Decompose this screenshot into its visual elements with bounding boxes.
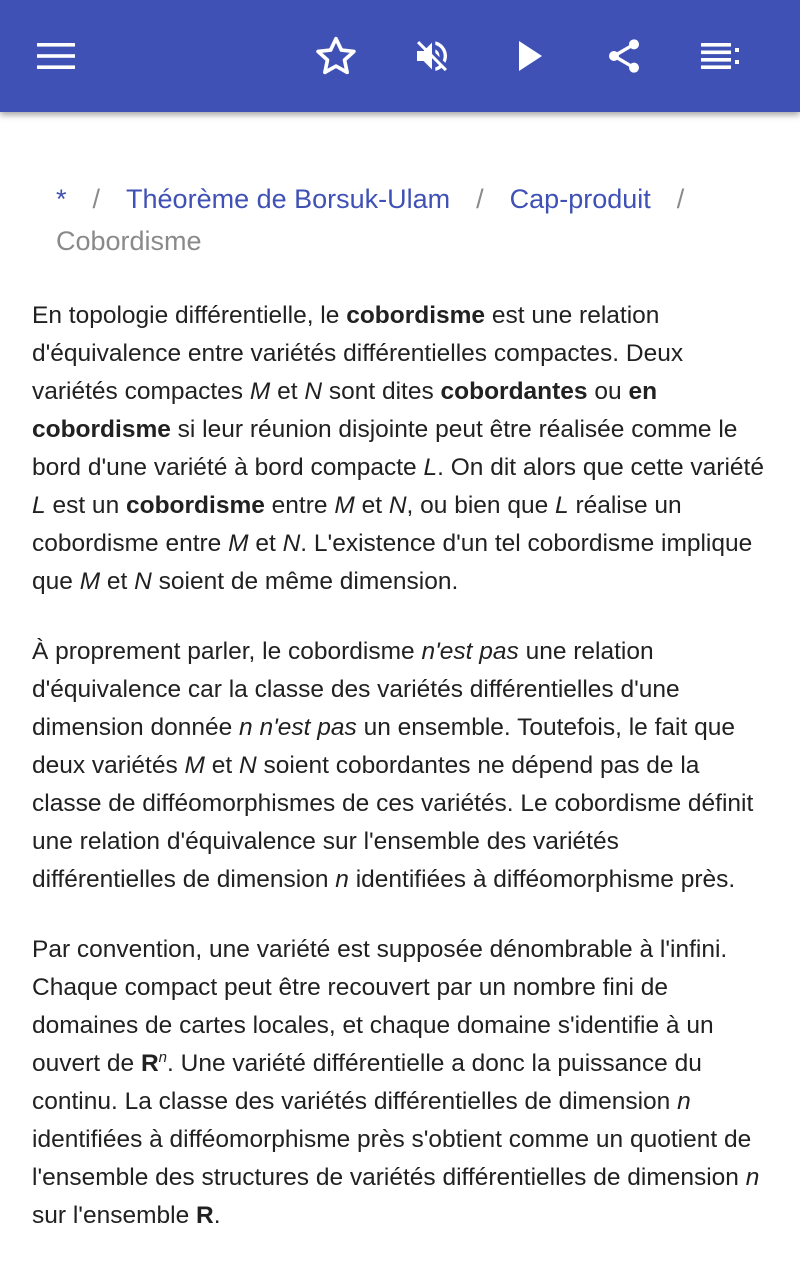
breadcrumb-current: Cobordisme: [56, 226, 202, 256]
favorite-button[interactable]: [308, 28, 364, 84]
star-outline-icon: [315, 36, 357, 76]
breadcrumb-home-link[interactable]: *: [56, 184, 67, 214]
breadcrumb-link-cap-produit[interactable]: Cap-produit: [509, 184, 651, 214]
breadcrumb-separator: /: [476, 184, 484, 214]
breadcrumb-separator: /: [92, 184, 101, 214]
breadcrumb: [56, 178, 756, 262]
volume-off-icon: [412, 36, 452, 76]
menu-button[interactable]: [28, 28, 84, 84]
playlist-icon: [701, 43, 739, 69]
breadcrumb-separator: /: [676, 184, 685, 214]
app-toolbar: [0, 0, 800, 112]
playlist-button[interactable]: [692, 28, 748, 84]
menu-icon: [37, 43, 75, 69]
play-button[interactable]: [502, 28, 558, 84]
article-body: [32, 297, 768, 1267]
article-paragraph-2: À proprement parler, le cobordisme n'est pas une relation d'équivalence car la classe des variétés différentielles d'une dimension donnée n n'est pas un ensemble. Toutefois, le fait que deux variétés M et N soient cobordantes ne dépend pas de la classe de difféomorphismes de ces variétés. Le cobordisme définit une relation d'équivalence sur l'ensemble des variétés différentielles de dimension n identifiées à difféomorphisme près.: [32, 638, 754, 893]
play-icon: [517, 40, 543, 72]
share-button[interactable]: [596, 28, 652, 84]
share-icon: [604, 35, 644, 77]
article-paragraph-1: En topologie différentielle, le cobordisme est une relation d'équivalence entre variétés différentielles compactes. Deux variétés compactes M et N sont dites cobordantes ou en cobordisme si leur réunion disjointe peut être réalisée comme le bord d'une variété à bord compacte L. On dit alors que cette variété L est un cobordisme entre M et N, ou bien que L réalise un cobordisme entre M et N. L'existence d'un tel cobordisme implique que M et N soient de même dimension.: [32, 302, 764, 595]
mute-button[interactable]: [404, 28, 460, 84]
article-paragraph-3: Par convention, une variété est supposée dénombrable à l'infini. Chaque compact peut être recouvert par un nombre fini de domaines de cartes locales, et chaque domaine s'identifie à un ouvert de $R^n$. Une variété différentielle a donc la puissance du continu. La classe des variétés différentielles de dimension n identifiées à difféomorphisme près s'obtient comme un quotient de l'ensemble des structures de variétés différentielles de dimension n sur l'ensemble R.: [32, 936, 760, 1229]
breadcrumb-link-borsuk-ulam[interactable]: Théorème de Borsuk-Ulam: [126, 184, 451, 214]
